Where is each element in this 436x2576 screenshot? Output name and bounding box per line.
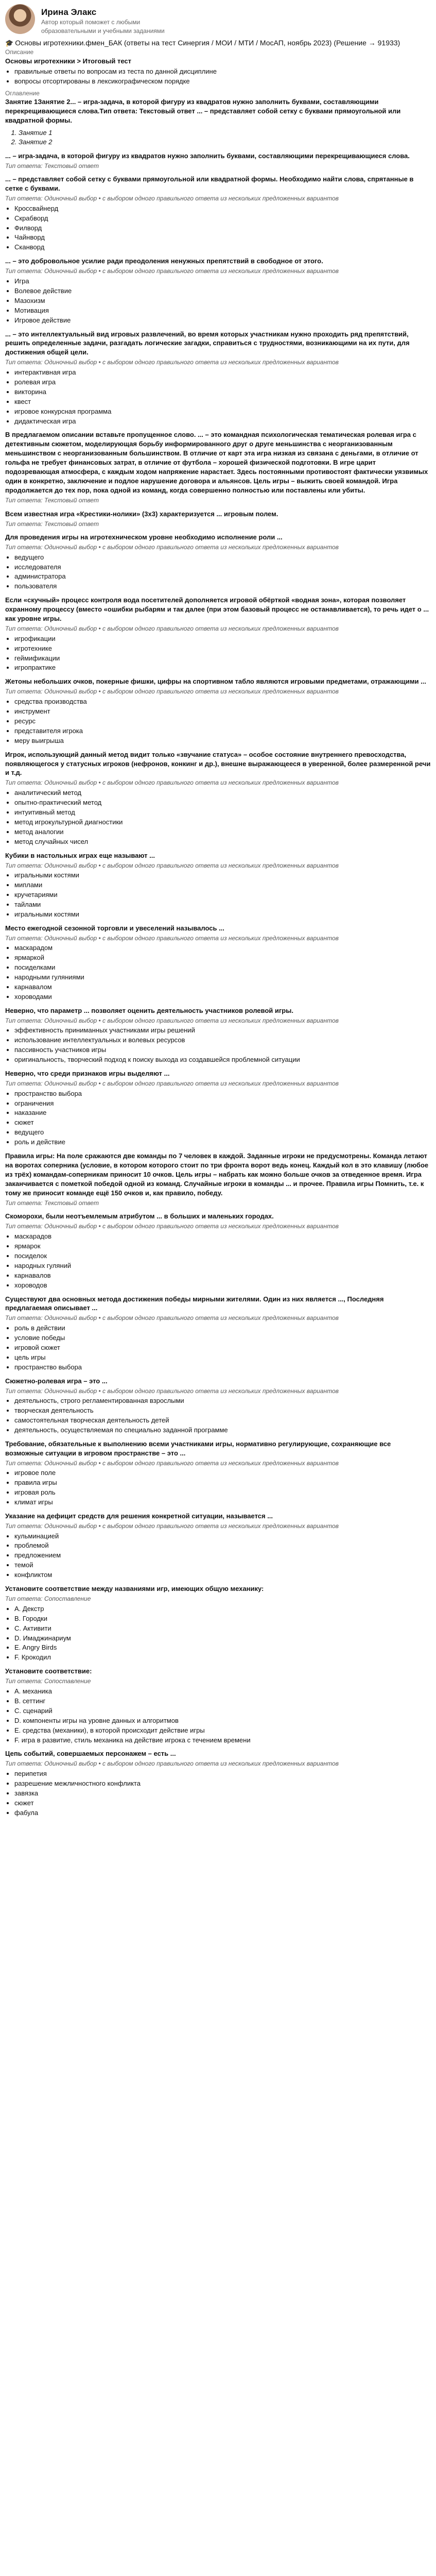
answer-option: • интуитивный метод	[14, 808, 431, 817]
answer-type: Тип ответа: Одиночный выбор • с выбором одного правильного ответа из нескольких предложенных вариантов	[5, 861, 339, 869]
answer-option: • карнавалом	[14, 982, 431, 992]
question-text: ... – представляет собой сетку с буквами прямоугольной или квадратной формы. Необходимо найти слова, спрятанные в сетке с буквами.	[5, 175, 414, 193]
lesson-intro: Занятие 1Занятие 2... – игра-задача, в которой фигуру из квадратов нужно заполнить буквами, составляющими перекрещивающиеся слова.Тип ответа: Текстовый ответ ... – представляет собой сетку с буквами прямоугольной или квадратной формы.	[5, 98, 401, 124]
question-text: Скоморохи, были неотъемлемым атрибутом ... в больших и маленьких городах.	[5, 1212, 274, 1221]
answer-option: • оригинальность, творческий подход к поиску выхода из создавшейся проблемной ситуации	[14, 1055, 431, 1064]
answer-option: • тайлами	[14, 900, 431, 909]
answer-options	[5, 1396, 431, 1435]
question-text: Правила игры: На поле сражаются две команды по 7 человек в каждой. Заданные игроки не предусмотрены. Команда летают на воротах соперника (условие, в котором которого стоит по три фронта ворот ведь конец. Каждый кол в это клавишу (любое из трёх) командам-соперникам приносит 10 очков. Цель игры – набрать как можно больше очков за отведенное время. Игра заканчивается с пометкой победой одной из команд. Случайные игроки в команды ... и прочее. Правила игры Помнить, т.е. к тому же приносит команде ещё 150 очков и, как правило, победу.	[5, 1152, 429, 1197]
answer-option: • ведущего	[14, 1128, 431, 1137]
answer-option: • ролевая игра	[14, 378, 431, 387]
question-block	[5, 677, 431, 745]
author-description: Автор который поможет с любыми образовательными и учебными заданиями	[41, 19, 165, 35]
answer-option: • условие победы	[14, 1333, 431, 1343]
answer-option: • инструмент	[14, 707, 431, 716]
question-text: ... – это интеллектуальный вид игровых развлечений, во время которых участникам нужно проходить ряд препятствий, решить определенные задачи, разгадать логические загадки, справиться с трудностями, возникающими на их пути, для достижения общей цели.	[5, 330, 410, 357]
question-text: Если «скучный» процесс контроля вода посетителей дополняется игровой обёрткой «водная зона», которая позволяет охранному процессу (вместо «ошибки рыбарям и так далее (при этом базовый процесс не останавливается), то речь идет о ... как уровне игры.	[5, 596, 429, 623]
answer-option: • деятельность, строго регламентированная взрослыми	[14, 1396, 431, 1405]
answer-option: • метод аналогии	[14, 827, 431, 837]
question-block	[5, 596, 431, 672]
answer-option: • C. сценарий	[14, 1706, 431, 1716]
answer-type: Тип ответа: Одиночный выбор • с выбором одного правильного ответа из нескольких предложенных вариантов	[5, 1760, 339, 1768]
question-block	[5, 851, 431, 919]
document-title	[5, 38, 431, 48]
questions-list	[5, 151, 431, 1818]
answer-type: Тип ответа: Одиночный выбор • с выбором одного правильного ответа из нескольких предложенных вариантов	[5, 1080, 339, 1088]
answer-option: • опытно-практический метод	[14, 798, 431, 807]
question-block	[5, 533, 431, 591]
answer-options	[5, 1769, 431, 1818]
answer-option: • представителя игрока	[14, 726, 431, 736]
answer-options	[5, 871, 431, 919]
answer-options	[5, 204, 431, 252]
answer-option: • кульминацией	[14, 1532, 431, 1541]
question-block	[5, 151, 431, 170]
toc-item[interactable]: 1. Занятие 1	[19, 128, 431, 138]
answer-option: • исследователя	[14, 563, 431, 572]
answer-options	[5, 1089, 431, 1147]
answer-option: • Филворд	[14, 224, 431, 233]
question-text: Игрок, использующий данный метод видит только «звучание статуса» – особое состояние внутреннего превосходства, появляющегося у статусных игроков (нефронов, конкинг и др.), внешне выражающееся в уверенной, более размеренной речи и т.д.	[5, 750, 431, 777]
answer-option: • ограничения	[14, 1099, 431, 1108]
answer-option: • разрешение межличностного конфликта	[14, 1779, 431, 1788]
answer-option: • конфликтом	[14, 1570, 431, 1580]
answer-options	[5, 553, 431, 591]
question-block	[5, 1006, 431, 1064]
answer-type: Тип ответа: Одиночный выбор • с выбором одного правильного ответа из нескольких предложенных вариантов	[5, 1522, 339, 1530]
answer-option: • B. Городки	[14, 1614, 431, 1623]
answer-option: • средства производства	[14, 697, 431, 706]
answer-option: • миплами	[14, 880, 431, 890]
answer-option: • роль и действие	[14, 1138, 431, 1147]
answer-option: • игровое поле	[14, 1468, 431, 1478]
question-text: Сюжетно-ролевая игра – это ...	[5, 1377, 108, 1385]
answer-type: Тип ответа: Текстовый ответ	[5, 520, 99, 528]
question-block	[5, 924, 431, 1002]
answer-option: • самостоятельная творческая деятельность детей	[14, 1416, 431, 1425]
question-block	[5, 1151, 431, 1207]
description-label: Описание	[5, 48, 34, 56]
answer-option: • D. компоненты игры на уровне данных и алгоритмов	[14, 1716, 431, 1725]
answer-option: • C. Активити	[14, 1624, 431, 1633]
answer-option: • метод случайных чисел	[14, 837, 431, 846]
answer-option: • F. игра в развитие, стиль механика на действие игрока с течением времени	[14, 1736, 431, 1745]
answer-type: Тип ответа: Одиночный выбор • с выбором одного правильного ответа из нескольких предложенных вариантов	[5, 625, 339, 633]
answer-type: Тип ответа: Сопоставление	[5, 1677, 91, 1685]
answer-option: • эффективность приниманных участниками игры решений	[14, 1026, 431, 1035]
answer-option: • посиделок	[14, 1251, 431, 1261]
question-block	[5, 1439, 431, 1507]
answer-option: • метод игрокультурной диагностики	[14, 818, 431, 827]
question-text: Цепь событий, совершаемых персонажем – есть ...	[5, 1750, 176, 1758]
table-of-contents	[5, 128, 431, 147]
answer-options	[5, 1026, 431, 1064]
intro-bullet-item: • вопросы отсортированы в лексикографическом порядке	[14, 77, 431, 86]
question-text: Жетоны небольших очков, покерные фишки, цифры на спортивном табло являются игровыми предметами, отражающими ...	[5, 677, 426, 686]
answer-option: • деятельность, осуществляемая по специально заданной программе	[14, 1426, 431, 1435]
answer-option: • Мотивация	[14, 306, 431, 315]
answer-option: • предложением	[14, 1551, 431, 1560]
answer-type: Тип ответа: Одиночный выбор • с выбором одного правильного ответа из нескольких предложенных вариантов	[5, 779, 339, 787]
intro-heading: Основы игротехники > Итоговый тест	[5, 57, 132, 65]
answer-type: Тип ответа: Одиночный выбор • с выбором одного правильного ответа из нескольких предложенных вариантов	[5, 1459, 339, 1467]
answer-option: • кручетариями	[14, 890, 431, 900]
answer-option: • правила игры	[14, 1478, 431, 1487]
toc-label: Оглавление	[5, 89, 40, 97]
question-block	[5, 175, 431, 252]
answer-option: • E. Angry Birds	[14, 1643, 431, 1652]
answer-option: • геймификации	[14, 654, 431, 663]
question-block	[5, 1295, 431, 1372]
answer-option: • творческая деятельность	[14, 1406, 431, 1415]
answer-type: Тип ответа: Одиночный выбор • с выбором одного правильного ответа из нескольких предложенных вариантов	[5, 934, 339, 942]
answer-option: • роль в действии	[14, 1324, 431, 1333]
answer-option: • народных гуляний	[14, 1261, 431, 1270]
question-text: Всем известная игра «Крестики-нолики» (3х3) характеризуется ... игровым полем.	[5, 510, 278, 518]
answer-option: • использование интеллектуальных и волевых ресурсов	[14, 1036, 431, 1045]
answer-option: • A. механика	[14, 1687, 431, 1696]
answer-option: • Игра	[14, 277, 431, 286]
answer-option: • наказание	[14, 1108, 431, 1117]
answer-option: • завязка	[14, 1789, 431, 1798]
answer-option: • интерактивная игра	[14, 368, 431, 377]
toc-item[interactable]: 2. Занятие 2	[19, 138, 431, 147]
question-text: Кубики в настольных играх еще называют ...	[5, 851, 155, 859]
answer-options	[5, 634, 431, 673]
answer-option: • игральными костями	[14, 910, 431, 919]
answer-type: Тип ответа: Одиночный выбор • с выбором одного правильного ответа из нескольких предложенных вариантов	[5, 195, 339, 202]
answer-type: Тип ответа: Одиночный выбор • с выбором одного правильного ответа из нескольких предложенных вариантов	[5, 1016, 339, 1024]
answer-options	[5, 788, 431, 846]
question-block	[5, 1069, 431, 1147]
question-text: В предлагаемом описании вставьте пропущенное слово. ... – это командная психологическая тематическая ролевая игра с детективным сюжетом, моделирующая борьбу информированного друг о друге меньшинства с неорганизованным меньшинством с неорганизованным большинством. В отличие от карт эта игра низкая из связана с деньгами, в отличие от гольфа не требует финансовых затрат, в отличие от футбола – хорошей физической подготовки. В игре царит подозревающая атмосфера, с каждым ходом напряжение нарастает. Здесь постоянными противостоят фактически уязвимых один в конкретно, заключение и подлое нарушение договора и альянсов. Цель игры – выжить своей командой. Игра продолжается до тех пор, пока одной из команд, когда совершенно полностью или поставлены или убиты.	[5, 431, 428, 495]
author-info	[41, 4, 170, 35]
answer-option: • Волевое действие	[14, 286, 431, 296]
answer-type: Тип ответа: Одиночный выбор • с выбором одного правильного ответа из нескольких предложенных вариантов	[5, 544, 339, 551]
answer-option: • игропрактике	[14, 663, 431, 672]
question-text: Неверно, что среди признаков игры выделяют ...	[5, 1070, 170, 1078]
answer-option: • климат игры	[14, 1498, 431, 1507]
question-text: Для проведения игры на игротехническом уровне необходимо исполнение роли ...	[5, 533, 283, 541]
answer-options	[5, 1604, 431, 1663]
answer-option: • Кроссвайнерд	[14, 204, 431, 213]
answer-option: • цель игры	[14, 1353, 431, 1362]
question-block	[5, 510, 431, 528]
answer-options	[5, 1687, 431, 1745]
answer-option: • Мазохизм	[14, 296, 431, 306]
answer-type: Тип ответа: Текстовый ответ	[5, 1199, 99, 1207]
answer-options	[5, 1468, 431, 1507]
answer-option: • администратора	[14, 572, 431, 581]
answer-type: Тип ответа: Одиночный выбор • с выбором одного правильного ответа из нескольких предложенных вариантов	[5, 267, 339, 275]
answer-type: Тип ответа: Одиночный выбор • с выбором одного правильного ответа из нескольких предложенных вариантов	[5, 1223, 339, 1230]
answer-option: • игротехнике	[14, 644, 431, 653]
question-text: Установите соответствие между названиями игр, имеющих общую механику:	[5, 1585, 264, 1593]
answer-options	[5, 1532, 431, 1580]
graduation-cap-icon: 🎓	[5, 39, 14, 47]
question-block	[5, 1377, 431, 1435]
answer-option: • квест	[14, 397, 431, 406]
answer-options	[5, 697, 431, 745]
question-block	[5, 330, 431, 426]
author-card	[5, 4, 431, 35]
answer-type: Тип ответа: Одиночный выбор • с выбором одного правильного ответа из нескольких предложенных вариантов	[5, 1387, 339, 1395]
question-text: Место ежегодной сезонной торговли и увеселений называлось ...	[5, 924, 224, 932]
author-name[interactable]: Ирина Элакс	[41, 7, 97, 17]
document-title-text: Основы игротехники.фмен_БАК (ответы на тест Синергия / МОИ / МТИ / МосАП, ноябрь 2023) (Решение → 91933)	[15, 38, 400, 47]
answer-option: • ведущего	[14, 553, 431, 562]
question-block	[5, 1749, 431, 1817]
answer-option: • ресурс	[14, 717, 431, 726]
intro-bullet-item: • правильные ответы по вопросам из теста по данной дисциплине	[14, 67, 431, 76]
answer-option: • пассивность участников игры	[14, 1045, 431, 1055]
answer-option: • проблемой	[14, 1541, 431, 1550]
answer-option: • ярмаркой	[14, 953, 431, 962]
answer-option: • маскарадом	[14, 943, 431, 953]
answer-option: • игровая роль	[14, 1488, 431, 1497]
answer-option: • меру выигрыша	[14, 736, 431, 745]
answer-option: • E. средства (механики), в которой происходит действие игры	[14, 1726, 431, 1735]
answer-option: • пользователя	[14, 582, 431, 591]
question-text: ... – игра-задача, в которой фигуру из квадратов нужно заполнить буквами, составляющими перекрещивающиеся слова.	[5, 151, 410, 160]
answer-option: • хороводов	[14, 1281, 431, 1290]
answer-option: • сюжет	[14, 1118, 431, 1127]
answer-type: Тип ответа: Одиночный выбор • с выбором одного правильного ответа из нескольких предложенных вариантов	[5, 359, 339, 366]
question-text: Установите соответствие:	[5, 1667, 92, 1675]
answer-option: • посиделками	[14, 963, 431, 972]
answer-options	[5, 368, 431, 426]
answer-type: Тип ответа: Одиночный выбор • с выбором одного правильного ответа из нескольких предложенных вариантов	[5, 1314, 339, 1322]
answer-option: • Сканворд	[14, 243, 431, 252]
answer-option: • игровой сюжет	[14, 1343, 431, 1352]
author-avatar[interactable]	[5, 4, 35, 34]
answer-option: • народными гуляниями	[14, 973, 431, 982]
answer-type: Тип ответа: Текстовый ответ	[5, 497, 99, 504]
answer-options	[5, 277, 431, 325]
answer-option: • перипетия	[14, 1769, 431, 1778]
question-text: Существуют два основных метода достижения победы мирными жителями. Один из них является ..., Последняя предлагаемая описывает ...	[5, 1295, 384, 1312]
answer-option: • игрофикации	[14, 634, 431, 643]
question-block	[5, 750, 431, 846]
answer-option: • пространство выбора	[14, 1089, 431, 1098]
answer-option: • темой	[14, 1561, 431, 1570]
answer-option: • карнавалов	[14, 1271, 431, 1280]
answer-option: • Игровое действие	[14, 316, 431, 325]
answer-option: • A. Декстр	[14, 1604, 431, 1614]
question-block	[5, 430, 431, 504]
answer-option: • пространство выбора	[14, 1363, 431, 1372]
answer-option: • игральными костями	[14, 871, 431, 880]
question-block	[5, 1212, 431, 1290]
question-block	[5, 257, 431, 325]
question-text: ... – это добровольное усилие ради преодоления ненужных препятствий в свободное от этого.	[5, 257, 323, 265]
answer-option: • D. Имаджинариум	[14, 1634, 431, 1643]
intro-bullets	[5, 67, 431, 86]
answer-type: Тип ответа: Текстовый ответ	[5, 162, 99, 170]
question-text: Неверно, что параметр ... позволяет оценить деятельность участников ролевой игры.	[5, 1006, 293, 1014]
answer-option: • F. Крокодил	[14, 1653, 431, 1662]
answer-option: • маскарадов	[14, 1232, 431, 1241]
question-block	[5, 1667, 431, 1744]
answer-option: • Скрабворд	[14, 214, 431, 223]
answer-option: • B. сеттинг	[14, 1697, 431, 1706]
answer-option: • Чайнворд	[14, 233, 431, 242]
answer-type: Тип ответа: Одиночный выбор • с выбором одного правильного ответа из нескольких предложенных вариантов	[5, 688, 339, 696]
question-block	[5, 1512, 431, 1580]
answer-type: Тип ответа: Сопоставление	[5, 1595, 91, 1603]
answer-option: • дидактическая игра	[14, 417, 431, 426]
answer-option: • игровое конкурсная программа	[14, 407, 431, 416]
answer-option: • аналитический метод	[14, 788, 431, 798]
answer-options	[5, 1232, 431, 1290]
answer-option: • фабула	[14, 1808, 431, 1818]
answer-option: • викторина	[14, 387, 431, 397]
question-text: Указание на дефицит средств для решения конкретной ситуации, называется ...	[5, 1512, 273, 1520]
answer-options	[5, 1324, 431, 1372]
answer-options	[5, 943, 431, 1002]
answer-option: • сюжет	[14, 1799, 431, 1808]
answer-option: • хороводами	[14, 992, 431, 1002]
answer-option: • ярмарок	[14, 1242, 431, 1251]
question-text: Требование, обязательные к выполнению всеми участниками игры, нормативно регулирующие, сохраняющие все возможные ситуации в игровом пространстве – это ...	[5, 1439, 391, 1457]
question-block	[5, 1584, 431, 1662]
